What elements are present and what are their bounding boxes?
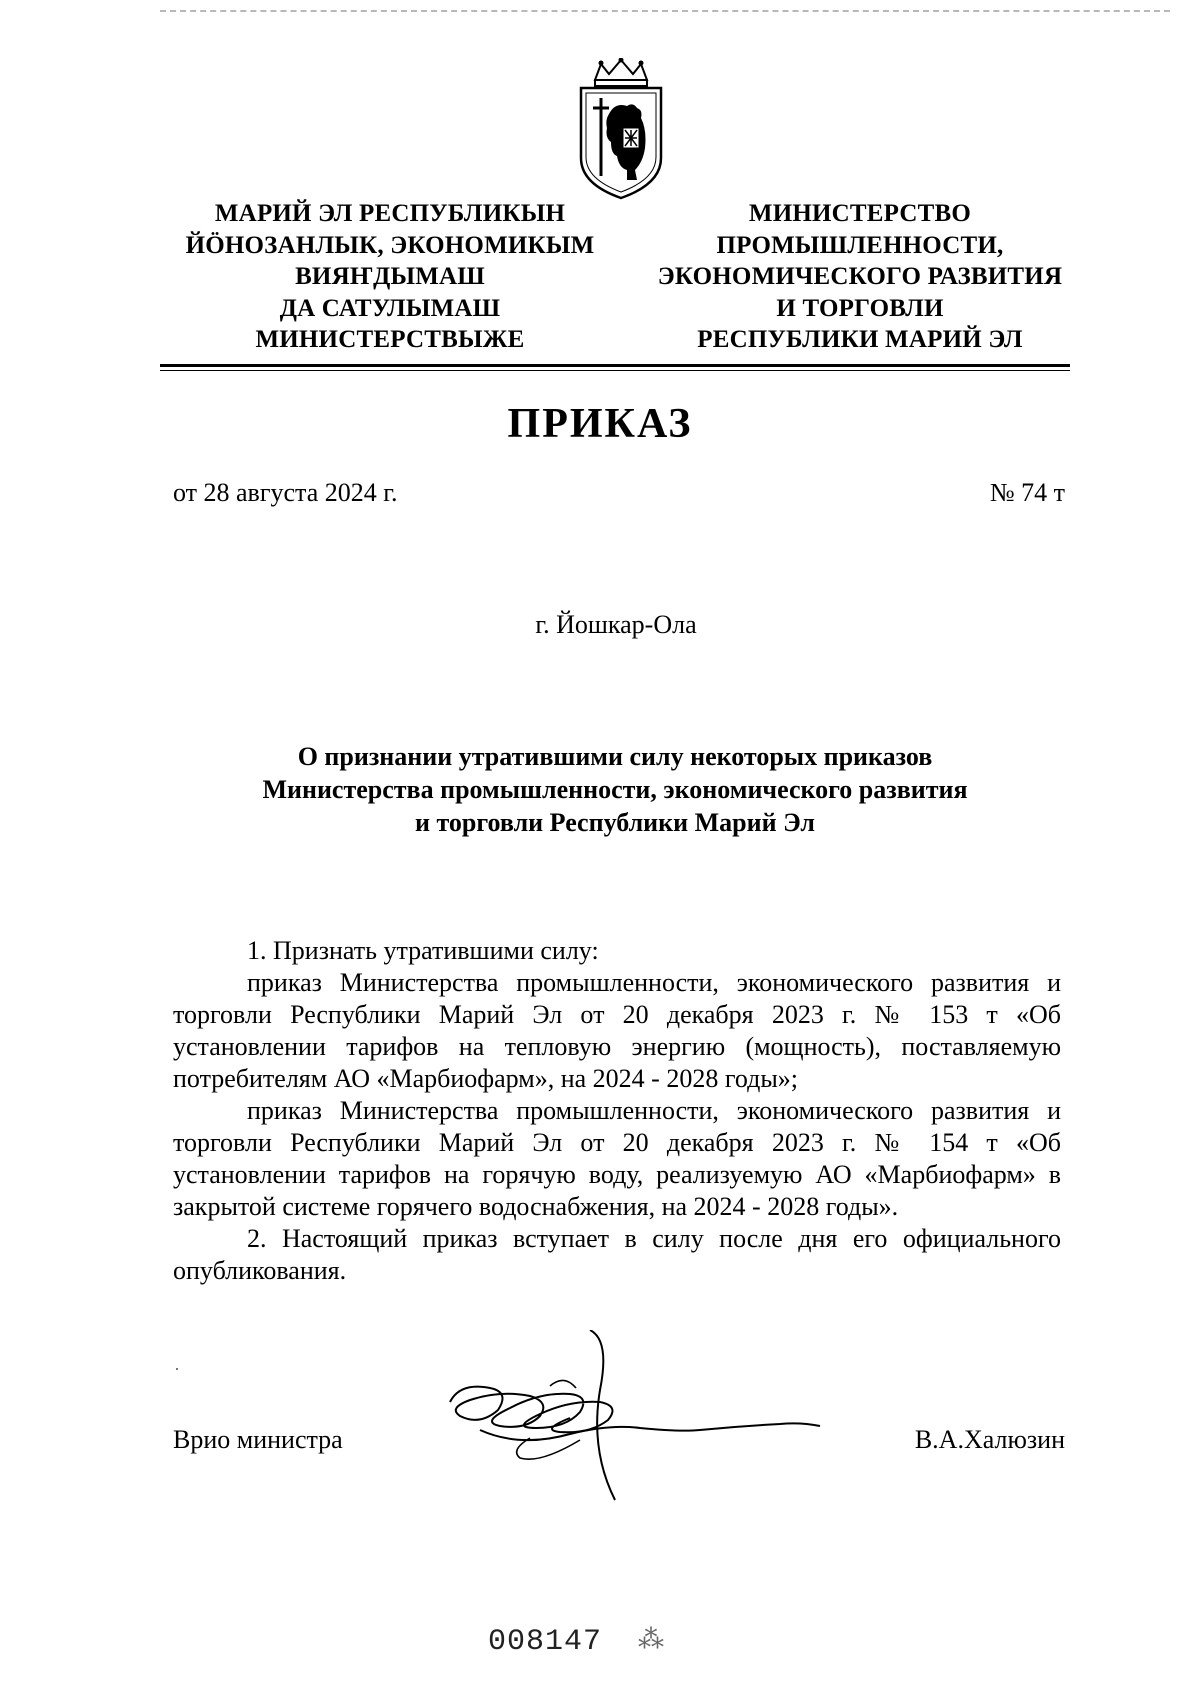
document-body	[173, 935, 1061, 1287]
document-place: г. Йошкар-Ола	[535, 610, 697, 639]
scan-dot	[176, 1368, 178, 1370]
header-left-line: МАРИЙ ЭЛ РЕСПУБЛИКЫН	[214, 200, 566, 227]
signatory-name: В.А.Халюзин	[914, 1425, 1065, 1454]
header-divider-thin	[160, 370, 1070, 371]
header-left-line: ВИЯҤДЫМАШ	[295, 263, 485, 290]
document-type: ПРИКАЗ	[507, 401, 693, 447]
header-right-line: РЕСПУБЛИКИ МАРИЙ ЭЛ	[697, 326, 1023, 353]
header-left-line: ЙӦНОЗАНЛЫК, ЭКОНОМИКЫМ	[185, 231, 595, 259]
document-date: от 28 августа 2024 г.	[173, 478, 398, 507]
subject-line: О признании утратившими силу некоторых приказов	[297, 742, 933, 771]
coat-of-arms-icon	[575, 58, 667, 202]
header-right-line: МИНИСТЕРСТВО	[748, 200, 972, 227]
subject-line: и торговли Республики Марий Эл	[415, 808, 815, 837]
body-paragraph: приказ Министерства промышленности, экономического развития и торговли Республики Марий Эл от 20 декабря 2023 г. № 153 т «Об установлении тарифов на тепловую энергию (мощность), поставляемую потребителям АО «Марбиофарм», на 2024 - 2028 годы»;	[173, 968, 1061, 1093]
signatory-position: Врио министра	[173, 1425, 343, 1454]
header-right-line: ПРОМЫШЛЕННОСТИ,	[716, 231, 1004, 259]
body-paragraph: 1. Признать утратившими силу:	[247, 936, 599, 965]
header-right-russian	[640, 198, 1080, 356]
document-number: № 74 т	[989, 478, 1065, 507]
serial-number: 008147	[488, 1625, 603, 1659]
body-paragraph: приказ Министерства промышленности, экономического развития и торговли Республики Марий Эл от 20 декабря 2023 г. № 154 т «Об установлении тарифов на горячую воду, реализуемую АО «Марбиофарм» в закрытой системе горячего водоснабжения, на 2024 - 2028 годы».	[173, 1096, 1061, 1221]
top-scan-edge	[160, 10, 1170, 12]
header-left-marlang	[160, 198, 620, 356]
header-right-line: И ТОРГОВЛИ	[776, 294, 944, 322]
body-paragraph: 2. Настоящий приказ вступает в силу после дня его официального опубликования.	[173, 1224, 1061, 1285]
header-right-line: ЭКОНОМИЧЕСКОГО РАЗВИТИЯ	[657, 263, 1063, 290]
header-divider-thick	[160, 364, 1070, 367]
handwritten-signature-icon	[440, 1330, 860, 1510]
header-left-line: ДА САТУЛЫМАШ	[279, 294, 501, 322]
serial-mark-icon: ⁂	[638, 1625, 664, 1654]
header-left-line: МИНИСТЕРСТВЫЖЕ	[255, 326, 525, 353]
subject-line: Министерства промышленности, экономического развития	[262, 775, 968, 804]
document-subject	[160, 740, 1070, 839]
